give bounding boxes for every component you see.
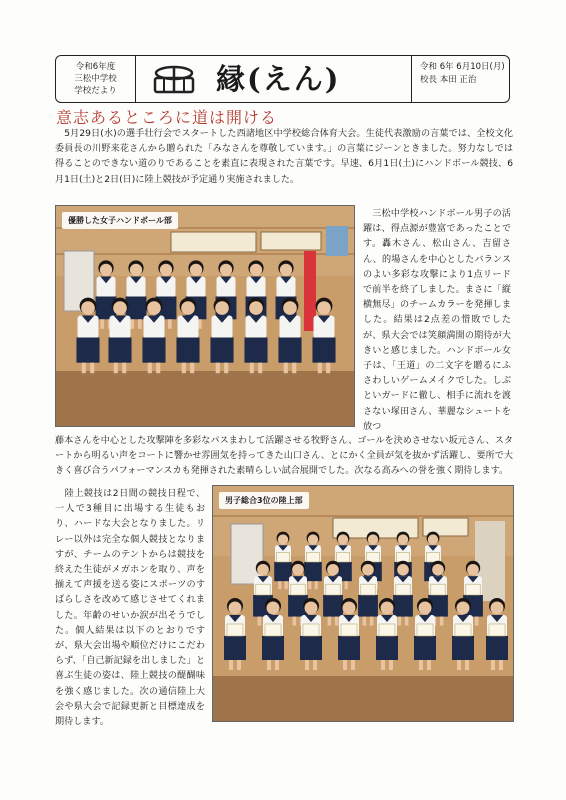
edition-type: 学校だより (74, 86, 117, 96)
handball-photo-caption: 優勝した女子ハンドボール部 (62, 212, 178, 229)
issue-date: 令和 6年 6月10日(月) (420, 62, 505, 72)
edition-year: 令和6年度 (75, 62, 116, 72)
intro-paragraph: 5月29日(水)の選手壮行会でスタートした西諸地区中学校総合体育大会。生徒代表激励の言葉では、全校文化委員長の川野来花さんから贈られた「みなさんを尊敬しています。」の言葉にジーンときました。努力なしでは得ることのできない道のりであることを素直に表現された言葉です。早速、6月1日(土)にハンドボール競技、6月1日(土)と2日(日)に陸上競技が予定通り実施されました。 (55, 129, 513, 185)
school-emblem-icon (150, 64, 198, 96)
edition-school: 三松中学校 (74, 74, 117, 84)
title-box (136, 56, 411, 102)
handball-column-text: 三松中学校ハンドボール男子の活躍は、得点源が豊富であったことです。轟木さん、松山さん、吉留さん、的場さんを中心としたバランスのよい多彩な攻撃により1点リードで前半を終了しました。まさに「縦横無尽」のチームカラーを発揮しました。結果は2点差の惜敗でしたが、県大会では笑顔満開の期待が大きいと感じました。ハンドボール女子は、「王道」の二文字を贈るにふさわしいゲームメイクでした。しぶといガードに徹し、相手に流れを渡さない塚田さん、華麗なシュートを放つ (363, 209, 511, 432)
newsletter-header (55, 55, 510, 103)
student-figure (486, 598, 508, 670)
track-photo-caption: 男子総合3位の陸上部 (219, 492, 309, 509)
track-team-photo (212, 485, 514, 722)
principal-name: 校長 本田 正治 (420, 75, 477, 85)
newsletter-title: 縁(えん) (216, 62, 341, 96)
track-team-illustration (213, 486, 513, 721)
edition-box (56, 56, 136, 102)
track-column-text: 陸上競技は2日間の競技日程で、一人で3種目に出場する生徒もおり、ハードな大会となりました。リレー以外は完全な個人競技となりますが、チームのテントからは競技を終えた生徒がメガホンを取り、声を揃えて声援を送る姿にスポーツのすばらしさを改めて感じさせてくれました。年齢のせいか涙が出そうでした。個人結果は以下のとおりですが、県大会出場や順位だけにこだわらず、「自己新記録を出しました」と喜ぶ生徒の姿は、陸上競技の醍醐味を強く感じました。次の通信陸上大会や県大会で記録更新と目標達成を期待します。 (55, 489, 205, 728)
handball-team-illustration (56, 206, 354, 426)
article-headline: 意志あるところに道は開ける (56, 108, 278, 127)
handball-full-text: 藤本さんを中心とした攻撃陣を多彩なパスまわして活躍させる牧野さん、ゴールを決めさせない坂元さん、スタートから明るい声をコートに響かせ雰囲気を持ってきた山口さん、とにかく全員が気を抜かず活躍し、要所で大きく喜び合うパフォーマンスカも発揮された素晴らしい試合展開でした。次なる高みへの誉を強く期待します。 (55, 436, 513, 477)
student-figure (224, 598, 246, 670)
handball-team-photo (55, 205, 355, 427)
issue-info (411, 56, 509, 102)
